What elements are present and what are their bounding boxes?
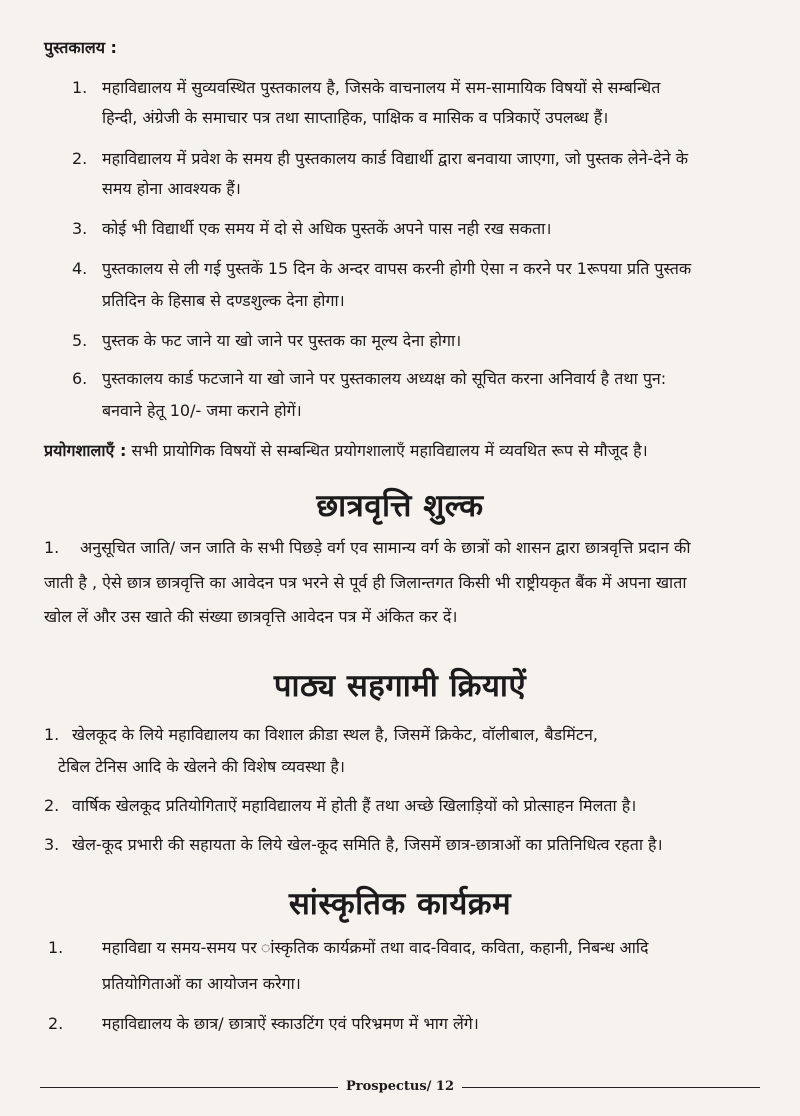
scholarship-line-1: अनुसूचित जाति/ जन जाति के सभी पिछड़े वर्ग एव सामान्य वर्ग के छात्रों को शासन द्वारा छात्रवृत्ति प्रदान की: [80, 538, 691, 557]
labs-label: प्रयोगशालाएँ :: [44, 441, 127, 460]
library-item-3-line-1: कोई भी विद्यार्थी एक समय में दो से अधिक पुस्तकें अपने पास नही रख सकता।: [102, 219, 552, 238]
library-item-4-line-2: प्रतिदिन के हिसाब से दण्डशुल्क देना होगा।: [102, 291, 345, 310]
scholarship-line-3: खोल लें और उस खाते की संख्या छात्रवृत्ति आवेदन पत्र में अंकित कर दें।: [44, 607, 458, 626]
cocurricular-item-3-line-1: खेल-कूद प्रभारी की सहायता के लिये खेल-कूद समिति है, जिसमें छात्र-छात्राओं का प्रतिनिधित्व रहता है।: [72, 835, 663, 854]
cocurricular-item-1-number: 1.: [44, 725, 60, 744]
library-item-1-line-1: महाविद्यालय में सुव्यवस्थित पुस्तकालय है, जिसके वाचनालय में सम-सामायिक विषयों से सम्बन्धित: [102, 78, 661, 97]
cocurricular-item-1-line-2: टेबिल टेनिस आदि के खेलने की विशेष व्यवस्था है।: [58, 757, 345, 776]
scholarship-line-2: जाती है , ऐसे छात्र छात्रवृत्ति का आवेदन पत्र भरने से पूर्व ही जिलान्तगत किसी भी राष्ट्रीयकृत बैंक में अपना खाता: [44, 573, 687, 592]
footer-text: Prospectus/ 12: [338, 1079, 462, 1094]
library-item-6-number: 6.: [72, 369, 88, 388]
library-item-5-line-1: पुस्तक के फट जाने या खो जाने पर पुस्तक का मूल्य देना होगा।: [102, 331, 462, 350]
cultural-item-2-line-1: महाविद्यालय के छात्र/ छात्राऐं स्काउटिंग एवं परिभ्रमण में भाग लेंगे।: [102, 1014, 479, 1033]
cocurricular-item-3-number: 3.: [44, 835, 60, 854]
cocurricular-item-2-line-1: वार्षिक खेलकूद प्रतियोगिताऐं महाविद्यालय में होती हैं तथा अच्छे खिलाड़ियों को प्रोत्साहन मिलता है।: [72, 796, 637, 815]
library-item-1-number: 1.: [72, 78, 88, 97]
library-item-4-number: 4.: [72, 259, 88, 278]
library-item-5-number: 5.: [72, 331, 88, 350]
library-item-4-line-1: पुस्तकालय से ली गई पुस्तकें 15 दिन के अन्दर वापस करनी होगी ऐसा न करने पर 1रूपया प्रति पुस्तक: [102, 259, 692, 278]
cocurricular-item-1-line-1: खेलकूद के लिये महाविद्यालय का विशाल क्रीडा स्थल है, जिसमें क्रिकेट, वॉलीबाल, बैडमिंटन,: [72, 725, 598, 744]
library-heading: पुस्तकालय :: [44, 38, 117, 57]
cocurricular-heading: पाठ्य सहगामी क्रियाऐं: [273, 668, 527, 704]
cultural-item-1-number: 1.: [48, 938, 64, 957]
library-item-6-line-2: बनवाने हेतू 10/- जमा कराने होगें।: [102, 401, 302, 420]
cultural-item-2-number: 2.: [48, 1014, 64, 1033]
cocurricular-item-2-number: 2.: [44, 796, 60, 815]
scholarship-heading: छात्रवृत्ति शुल्क: [316, 488, 484, 524]
cultural-heading: सांस्कृतिक कार्यक्रम: [288, 886, 512, 922]
library-item-2-number: 2.: [72, 149, 88, 168]
library-item-3-number: 3.: [72, 219, 88, 238]
cultural-item-1-line-1: महाविद्या य समय-समय पर ांस्कृतिक कार्यक्रमों तथा वाद-विवाद, कविता, कहानी, निबन्ध आदि: [102, 938, 649, 957]
cultural-item-1-line-2: प्रतियोगिताओं का आयोजन करेगा।: [102, 974, 301, 993]
library-item-2-line-2: समय होना आवश्यक हैं।: [102, 179, 241, 198]
labs-paragraph: [44, 440, 648, 462]
labs-text: सभी प्रायोगिक विषयों से सम्बन्धित प्रयोगशालाएँ महाविद्यालय में व्यवथित रूप से मौजूद है।: [131, 441, 648, 460]
library-item-1-line-2: हिन्दी, अंग्रेजी के समाचार पत्र तथा साप्ताहिक, पाक्षिक व मासिक व पत्रिकाऐं उपलब्ध हैं।: [102, 108, 609, 127]
library-item-2-line-1: महाविद्यालय में प्रवेश के समय ही पुस्तकालय कार्ड विद्यार्थी द्वारा बनवाया जाएगा, जो पुस्तक लेने-देने के: [102, 149, 689, 168]
scholarship-item-1-number: 1.: [44, 538, 60, 557]
footer-page-label: [0, 1078, 800, 1096]
library-item-6-line-1: पुस्तकालय कार्ड फटजाने या खो जाने पर पुस्तकालय अध्यक्ष को सूचित करना अनिवार्य है तथा पुन:: [102, 369, 667, 388]
